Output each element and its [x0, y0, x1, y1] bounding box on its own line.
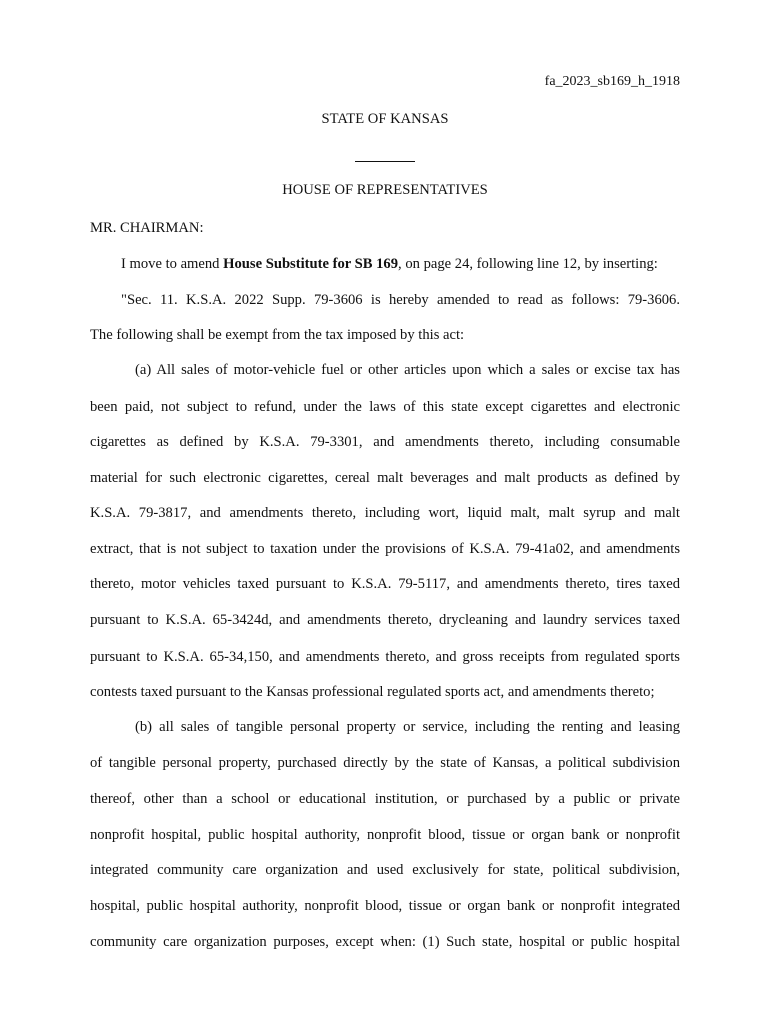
- body-line: The following shall be exempt from the tax imposed by this act:: [90, 327, 465, 343]
- motion-suffix: , on page 24, following line 12, by inserting:: [398, 256, 658, 272]
- state-title: STATE OF KANSAS: [321, 111, 449, 127]
- salutation: MR. CHAIRMAN:: [90, 220, 204, 236]
- body-line: (b) all sales of tangible personal property or service, including the renting and leasing: [135, 719, 680, 735]
- body-line: thereto, motor vehicles taxed pursuant to K.S.A. 79-5117, and amendments thereto, tires taxed: [90, 576, 680, 592]
- body-line: pursuant to K.S.A. 65-3424d, and amendments thereto, drycleaning and laundry services taxed: [90, 612, 680, 628]
- body-line: been paid, not subject to refund, under the laws of this state except cigarettes and electronic: [90, 399, 680, 415]
- body-line: integrated community care organization and used exclusively for state, political subdivision,: [90, 862, 680, 878]
- body-line: contests taxed pursuant to the Kansas professional regulated sports act, and amendments thereto;: [90, 684, 655, 700]
- body-line: (a) All sales of motor-vehicle fuel or other articles upon which a sales or excise tax has: [135, 362, 680, 378]
- body-line: "Sec. 11. K.S.A. 2022 Supp. 79-3606 is hereby amended to read as follows: 79-3606.: [121, 292, 680, 308]
- body-line: hospital, public hospital authority, nonprofit blood, tissue or organ bank or nonprofit integrated: [90, 898, 680, 914]
- body-line: thereof, other than a school or educational institution, or purchased by a public or private: [90, 791, 680, 807]
- body-line: K.S.A. 79-3817, and amendments thereto, including wort, liquid malt, malt syrup and malt: [90, 505, 680, 521]
- body-line: material for such electronic cigarettes, cereal malt beverages and malt products as defined by: [90, 470, 680, 486]
- body-line: nonprofit hospital, public hospital authority, nonprofit blood, tissue or organ bank or nonprofit: [90, 827, 680, 843]
- document-id: fa_2023_sb169_h_1918: [544, 74, 680, 89]
- body-line: pursuant to K.S.A. 65-34,150, and amendments thereto, and gross receipts from regulated sports: [90, 649, 680, 665]
- motion-line: [121, 255, 680, 273]
- chamber-title: HOUSE OF REPRESENTATIVES: [282, 182, 488, 198]
- body-line: extract, that is not subject to taxation under the provisions of K.S.A. 79-41a02, and amendments: [90, 541, 680, 557]
- body-line: cigarettes as defined by K.S.A. 79-3301, and amendments thereto, including consumable: [90, 434, 680, 450]
- title-divider: [355, 161, 415, 162]
- body-line: of tangible personal property, purchased directly by the state of Kansas, a political subdivision: [90, 755, 680, 771]
- motion-prefix: I move to amend: [121, 256, 224, 272]
- bill-name: House Substitute for SB 169: [223, 256, 399, 272]
- body-line: community care organization purposes, except when: (1) Such state, hospital or public hospital: [90, 934, 680, 950]
